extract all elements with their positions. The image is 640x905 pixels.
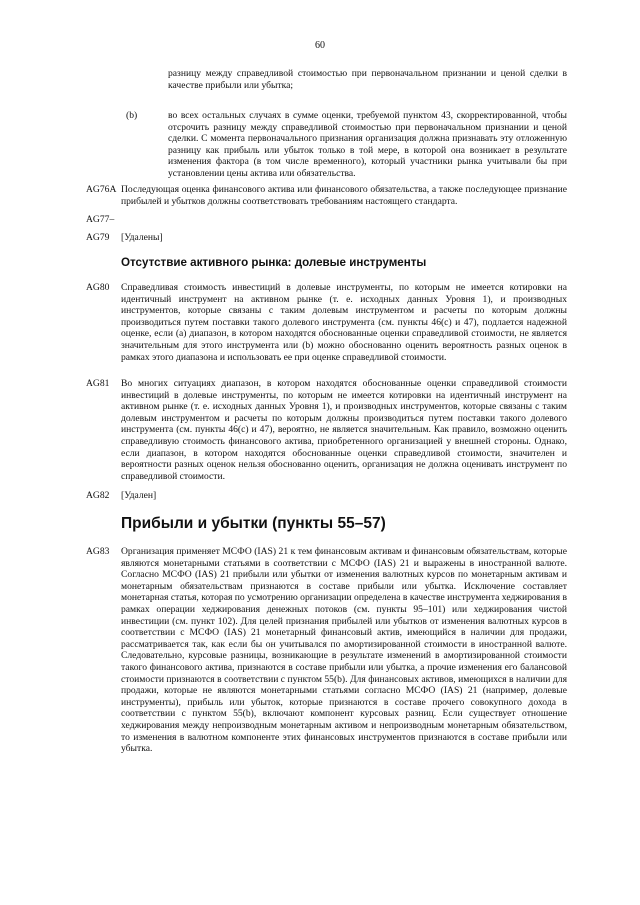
paragraph-number-ag82: AG82 — [86, 490, 110, 501]
paragraph-number-ag83: AG83 — [86, 546, 110, 557]
section-heading-no-active-market: Отсутствие активного рынка: долевые инструменты — [121, 256, 427, 269]
paragraph-number-ag80: AG80 — [86, 282, 110, 293]
paragraph-text-ag82: [Удален] — [121, 490, 157, 501]
item-a-continuation: разницу между справедливой стоимостью при первоначальном признании и ценой сделки в качестве прибыли или убытка; — [168, 68, 567, 91]
paragraph-text-ag80: Справедливая стоимость инвестиций в долевые инструменты, по которым не имеется котировки на идентичный инструмент на активном рынке (т. е. исходных данных Уровня 1), и производных инструментов, которые связаны с таким долевым инструментом и расчеты по которым должны производиться путем поставки такого долевого инструмента (см. пункты 46(с) и 47), подлается надежной оценке, если (а) диапазон, в котором находятся обоснованные оценки справедливой стоимости, не является значительным для этого инструмента или (b) можно обоснованно оценить вероятность разных оценок в рамках этого диапазона и использовать ее при оценке справедливой стоимости. — [121, 282, 567, 363]
paragraph-text-ag83: Организация применяет МСФО (IAS) 21 к тем финансовым активам и финансовым обязательствам, которые являются монетарными статьями в соответствии с МСФО (IAS) 21 и выражены в иностранной валюте. Согласно МСФО (IAS) 21 прибыли или убытки от изменения валютных курсов по монетарным активам и монетарным обязательствам признаются в составе прибыли или убытка. Исключение составляет монетарная статья, которая по усмотрению организации определена в качестве инструмента хеджирования в рамках операции хеджирования денежных потоков (см. пункты 95–101) или хеджирования чистой инвестиции (см. пункт 102). Для целей признания прибылей или убытков от изменения валютных курсов в соответствии с МСФО (IAS) 21 монетарный финансовый актив, имеющийся в наличии для продажи, рассматривается так, как если бы он учитывался по амортизированной стоимости в иностранной валюте. Следовательно, курсовые разницы, возникающие в результате изменений в амортизированной стоимости такого финансового актива, признаются в составе прибыли или убытка, а прочие изменения его балансовой стоимости признаются в соответствии с пунктом 55(b). Для финансовых активов, имеющихся в наличии для продажи, которые не являются монетарными статьями согласно МСФО (IAS) 21 (например, долевые инструменты), прибыль или убыток, которые признаются в составе прочего совокупного дохода в соответствии с пунктом 55(b), включают компонент курсовых разниц. Если существует отношение хеджирования между непроизводным монетарным активом и непроизводным монетарным обязательством, то изменения в валютном компоненте этих финансовых инструментов признаются в составе прибыли или убытка. — [121, 546, 567, 755]
paragraph-text-ag81: Во многих ситуациях диапазон, в котором находятся обоснованные оценки справедливой стоимости инвестиций в долевые инструменты, по которым не имеется котировки на идентичный инструмент на активном рынке (т. е. исходных данных Уровня 1), и производных инструментов, которые связаны с таким долевым инструментом и расчеты по которым должны производиться путем поставки такого долевого инструмента (см. пункты 46(с) и 47), вероятно, не является значительным. Как правило, возможно оценить справедливую стоимость финансового актива, приобретенного организацией у внешней стороны. Однако, если диапазон, в котором находятся обоснованные оценки справедливой стоимости, значителен и вероятности разных оценок нельзя обоснованно оценить, организация не должна оценивать инструмент по справедливой стоимости. — [121, 378, 567, 482]
paragraph-number-ag81: AG81 — [86, 378, 110, 389]
page-number: 60 — [315, 40, 325, 51]
paragraph-number-ag76a: AG76A — [86, 184, 117, 195]
item-b-text: во всех остальных случаях в сумме оценки, требуемой пунктом 43, скорректированной, чтобы отсрочить разницу между справедливой стоимостью при первоначальном признании и ценой сделки. С момента первоначального признания организация должна признавать эту отложенную разницу как прибыль или убыток только в той мере, в которой она возникает в результате изменения фактора (в том числе временного), который участники рынка учитывали бы при установлении цены актива или обязательства. — [168, 110, 567, 179]
paragraph-text-ag76a: Последующая оценка финансового актива или финансового обязательства, а также последующее признание прибылей и убытков должны соответствовать требованиям настоящего стандарта. — [121, 184, 567, 207]
paragraph-number-ag77: AG77– — [86, 214, 115, 225]
section-heading-gains-losses: Прибыли и убытки (пункты 55–57) — [121, 515, 386, 532]
paragraph-text-ag79: [Удалены] — [121, 232, 163, 243]
item-b-label: (b) — [126, 110, 138, 121]
paragraph-number-ag79: AG79 — [86, 232, 110, 243]
